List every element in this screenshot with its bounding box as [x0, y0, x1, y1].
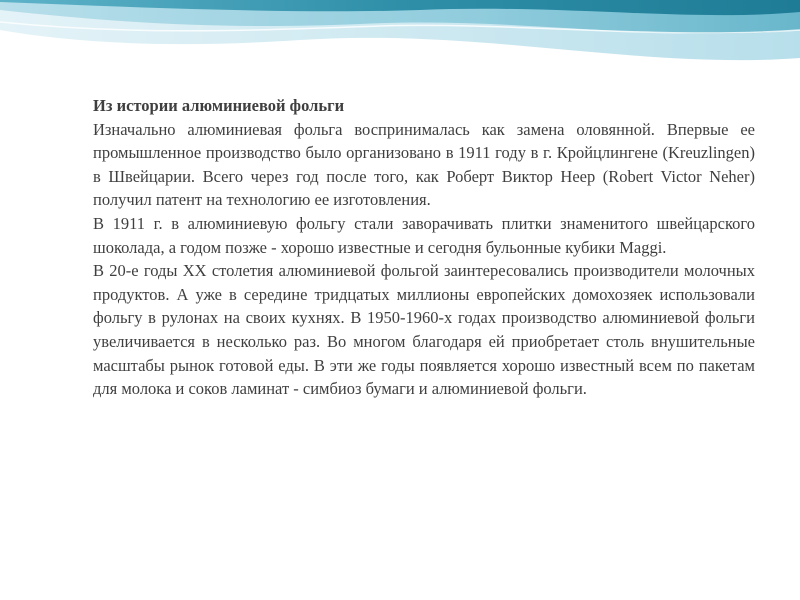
- paragraph-2: В 1911 г. в алюминиевую фольгу стали заворачивать плитки знаменитого швейцарского шоколада, а годом позже - хорошо известные и сегодня бульонные кубики Maggi.: [93, 213, 755, 257]
- paragraph-1: Изначально алюминиевая фольга воспринималась как замена оловянной. Впервые ее промышленное производство было организовано в 1911 году в г. Кройцлингене (Kreuzlingen) в Швейцарии. Всего через год после того, как Роберт Виктор Неер (Robert Victor Neher) получил патент на технологию ее изготовления.: [93, 119, 755, 210]
- paragraph-3: В 20-е годы XX столетия алюминиевой фольгой заинтересовались производители молочных продуктов. А уже в середине тридцатых миллионы европейских домохозяек использовали фольгу в рулонах на своих кухнях. В 1950-1960-х годах производство алюминиевой фольги увеличивается в несколько раз. Во многом благодаря ей приобретает столь внушительные масштабы рынок готовой еды. В эти же годы появляется хорошо известный всем по пакетам для молока и соков ламинат - симбиоз бумаги и алюминиевой фольги.: [93, 261, 755, 399]
- slide-title: Из истории алюминиевой фольги: [93, 96, 345, 115]
- decorative-wave-banner: [0, 0, 800, 80]
- slide-content: [93, 94, 755, 401]
